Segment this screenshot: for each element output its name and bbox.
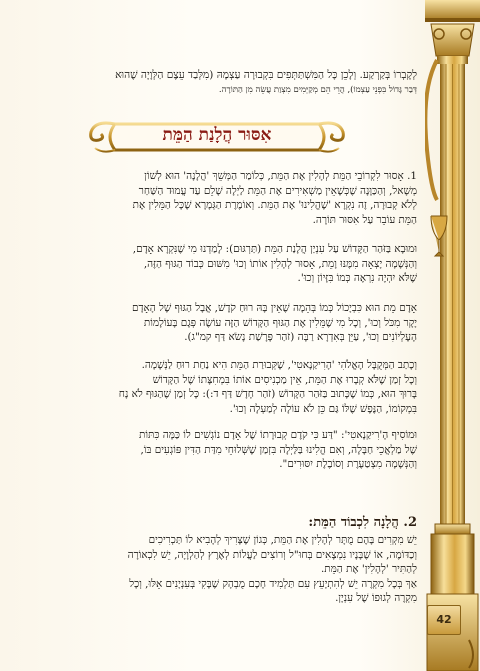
paragraph-line: יֵשׁ מִקְרִים בָּהֶם מֻתָּר לְהָלִין אֶת הַמֵּת, כְּגוֹן שֶׁצָּרִיךְ לְהָבִיא לוֹ תַּכְרִיכִים: [148, 534, 417, 546]
paragraph-line: מִקְרֶה לְגוּפוֹ שֶׁל עִנְיָן.: [335, 592, 417, 605]
paragraph-3: [12, 301, 417, 345]
paragraph-line: לְלֹא קְבוּרָה, זֶה נִקְרָא 'שֶׁהֱלִינוּ' אֶת הַמֵּת. וְאוֹמֶרֶת הַגְּמָרָא שֶׁכָּל הַמֵּלִין אֶת: [132, 199, 417, 212]
paragraph-line: וְהַנְּשָׁמָה יָצְאָה מִמֶּנּוּ וָמֵת, אָסוּר לְהָלִין אוֹתוֹ וְכוּ' מִשּׁוּם כְּבוֹד הַגּוּף הַזֶּה,: [143, 257, 417, 270]
paragraph-line: הָעֶלְיוֹנִים וְכוּ', עַיֵּן בְּאִדְרָא רַבָּה (זֹהַר פָּרָשַׁת נָשֹׂא דַּף קמ"ג).: [184, 331, 417, 344]
paragraph-1: [12, 169, 417, 227]
title-banner: [85, 120, 349, 154]
paragraph-line: בָּרוּךְ הוּא, כְּמוֹ שֶׁכָּתוּב בַּזֹּהַר הַקָּדוֹשׁ (זֹהַר חָדָשׁ דַּף ד:): כָּל זְמַן שֶׁהַגּוּף לֹא נָח: [118, 388, 417, 401]
paragraph-line: שֶׁל מַלְאֲכֵי חַבָּלָה, וְאִם הֱלִינוּ בַּלַּיְלָה בִּזְמַן שֶׁשְּׁלוּחֵי מִדַּת הַדִּין פּוֹגְעִים בּוֹ,: [140, 443, 417, 456]
paragraph-line: לְהַתִּיר 'לְהָלִין' אֶת הַמֵּת.: [320, 563, 417, 576]
paragraph-line: וּמוֹסִיף הָ'רִיקַנָאטִי': "דַּע כִּי קֹדֶם קְבוּרָתוֹ שֶׁל אָדָם נוֹגְשִׁים לוֹ כַּמָּה כִּתּוֹת: [139, 429, 417, 441]
paragraph-line: שֶׁלֹּא יִהְיֶה נִרְאֶה כְּמוֹ בִּזָּיוֹן וְכוּ'.: [297, 272, 417, 285]
text-column: [12, 0, 425, 671]
paragraph-line: אָדָם מֵת הוּא כִּבְיָכוֹל כְּמוֹ בְּהֵמָה שֶׁאֵין בָּהּ רוּחַ קֹדֶשׁ, אֲבָל הַגּוּף שֶׁל הָאָדָם: [132, 302, 417, 314]
intro-line-1: לְקָבְרוֹ בְּקַרְקַע. וְלָכֵן כָּל הַמִּשְׁתַּתְּפִים בִּקְבוּרָה עַצְמָהּ (מִלְּבַד עֵצֶם הַלְּוָיָה שֶׁהוּא: [115, 69, 417, 81]
paragraph-line: וּמוּבָא בַּזֹּהַר הַקָּדוֹשׁ עַל עִנְיַן הֲלָנַת הַמֵּת (תַּרְגּוּם): לָמַדְנוּ מִי שֶׁנִּקְרָא אָדָם,: [132, 243, 417, 255]
paragraph-line: וְכָל זְמַן שֶׁלֹּא קְבָרוּ אֶת הַמֵּת, אֵין מַכְנִיסִים אוֹתוֹ בִּמְחִצָּתוֹ שֶׁל הַקָּדוֹשׁ: [152, 373, 417, 386]
paragraph-line: יָקָר מִכֹּל וְכוּ', וְכָל מִי שֶׁמֵּלִין אֶת הַגּוּף הַקָּדוֹשׁ הַזֶּה עוֹשֶׂה פְּגָם בָּעוֹלָמוֹת: [143, 316, 417, 329]
paragraph-line: וְהַנְּשָׁמָה מִצְטַעֶרֶת וְסוֹבֶלֶת יִסּוּרִים".: [279, 458, 417, 471]
pillar-icon: [425, 0, 480, 671]
decorative-pillar: [425, 0, 480, 671]
section-2-text: [12, 533, 417, 606]
paragraph-line: בִּמְקוֹמוֹ, הַנֶּפֶשׁ שֶׁלּוֹ גַּם כֵּן לֹא עוֹלָה לְמַעְלָה וְכוּ'.: [229, 402, 417, 415]
intro-line-2: דְּבַר גָּדוֹל בִּפְנֵי עַצְמוֹ), הֲרֵי הֵם מְקַיְּמִים מִצְוַת עֲשֵׂה מִן הַתּוֹרָה.: [218, 85, 417, 95]
paragraph-line: מְשָׁאל, וְהַכַּוָּנָה שֶׁכְּשֶׁאֵין מַשְׁאִירִים אֶת הַמֵּת לַיְלָה שָׁלֵם עַד עֲמוּד הַשַּׁחַר: [138, 184, 417, 197]
section-heading: 2. הֲלָנָה לִכְבוֹד הַמֵּת:: [308, 515, 417, 530]
paragraph-line: 1. אָסוּר לִקְרוֹבֵי הַמֵּת לְהָלִין אֶת הַמֵּת, כְּלוֹמַר הַמְּשֵׁךְ 'הֲלָנָה' הוּא לְשׁוֹן: [144, 170, 417, 182]
banner-title: אִסּוּר הֲלָנַת הַמֵּת: [162, 125, 272, 145]
page-number: 42: [427, 605, 461, 635]
paragraph-4: [12, 358, 417, 416]
paragraph-line: אַךְ בְּכָל מִקְרֶה יֵשׁ לְהִתְיָעֵץ עִם תַּלְמִיד חָכָם מֻבְהָק שֶׁבָּקִי בְּעִנְיָנִים אֵלּוּ, וְכָל: [129, 577, 417, 590]
paragraph-2: [12, 242, 417, 286]
paragraph-line: הַמֵּת עוֹבֵר עַל אִסּוּר תּוֹרָה.: [312, 213, 417, 226]
paragraph-5: [12, 428, 417, 472]
paragraph-line: וְכַדּוֹמֶה, אוֹ שֶׁבָּנָיו נִמְצָאִים בְּחוּ"ל וְרוֹצִים לַעֲלוֹת לְאֶרֶץ לְהַלְוָיָה, יֵשׁ לִכְאוֹרָה: [127, 548, 417, 561]
paragraph-line: וְכָתַב הַמְּקֻבָּל הָאֱלֹהִי 'הָרִיקַנָאטִי', שֶׁקְּבוּרַת הַמֵּת הִיא נַחַת רוּחַ לַנְּשָׁמָה.: [141, 359, 417, 371]
